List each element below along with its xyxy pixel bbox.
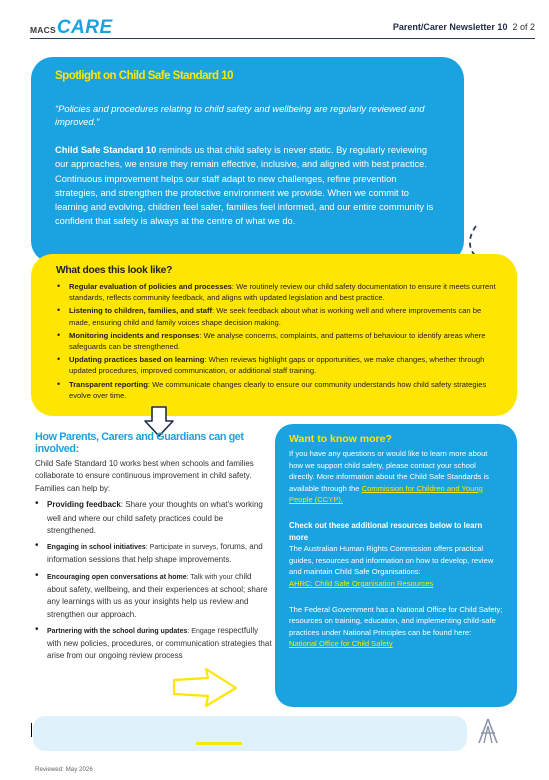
newsletter-title (393, 22, 535, 32)
list-item-text: : We seek feedback about what is working well and where improvements can be made, ensuring child and family voices shape decision making. (69, 306, 482, 327)
decorative-yellow-line (196, 742, 242, 745)
logo-care-text: CARE (56, 17, 113, 38)
more-paragraph-3 (289, 604, 503, 650)
logo-macs-text: MACS (30, 25, 56, 35)
list-item-bold: Providing feedback (47, 500, 121, 510)
list-item (56, 281, 497, 303)
list-item (35, 571, 272, 621)
more-paragraph-2 (289, 543, 503, 589)
list-item-bold: Listening to children, families, and staff (69, 306, 213, 316)
list-item-small: : Talk with your (186, 573, 233, 581)
list-item-text: : We routinely review our child safety documentation to ensure it meets current standards, reflects community feedback, and aligns with updated legislation and best practice. (69, 282, 496, 303)
bottom-banner (33, 716, 467, 751)
look-like-heading: What does this look like? (56, 265, 173, 276)
list-item (35, 541, 272, 567)
macs-care-logo (30, 16, 113, 38)
list-item-small: : Participate in surveys, (145, 544, 219, 552)
list-item (56, 379, 497, 401)
want-to-know-more-box (275, 424, 517, 707)
get-involved-heading: How Parents, Carers and Guardians can get involved: (35, 431, 244, 455)
more-text: If you have any questions or would like to learn more about how we support child safety, please contact your school directly. More information about the Child Safe Standards is available through the (289, 449, 489, 493)
spotlight-box (31, 57, 464, 263)
get-involved-intro: Child Safe Standard 10 works best when schools and families collaborate to ensure continuous improvement in child safety. Families can help by: (35, 459, 254, 493)
reviewed-date: Reviewed: May 2026 (35, 766, 93, 773)
spotlight-heading: Spotlight on Child Safe Standard 10 (55, 70, 234, 82)
list-item (56, 354, 497, 376)
list-item-text: respectfully with new policies, procedures, or communication strategies that arise from our ongoing review process (47, 625, 272, 661)
page-number: 2 of 2 (512, 22, 535, 32)
list-item-bold: Monitoring incidents and responses (69, 330, 200, 340)
text-cursor (31, 723, 32, 737)
spotlight-body-text: reminds us that child safety is never static. By regularly reviewing our approaches, we ensure they remain effective, inclusive, and aligned with best practice. Continuous improvement helps our staff adapt to new challenges, refine prevention strategies, and strengthen the protective environment we provide. When we commit to learning and evolving, children feel safer, families feel informed, and our entire community is confident that safety is always at the centre of what we do. (55, 145, 434, 227)
list-item-text: forums, and information sessions that help shape improvements. (47, 542, 263, 565)
list-item-text: : We analyse concerns, complaints, and patterns of behaviour to identify areas where safeguards can be strengthened. (69, 330, 486, 352)
list-item (35, 625, 272, 663)
list-item-bold: Engaging in school initiatives (47, 544, 146, 552)
more-text: The Federal Government has a National Office for Child Safety; resources on training, education, and implementing child-safe practices under National Principles can be found here: (289, 604, 503, 637)
list-item-bold: Transparent reporting (69, 379, 148, 389)
spotlight-quote: “Policies and procedures relating to child safety and wellbeing are regularly reviewed and improved.” (55, 103, 425, 127)
list-item-small: : Engage (187, 627, 216, 635)
list-item-bold: Regular evaluation of policies and processes (69, 282, 232, 291)
list-item-text: : Share your thoughts on what's working well and where our child safety practices could be strengthened. (47, 500, 263, 535)
look-like-list (56, 281, 497, 401)
right-arrow-icon (170, 666, 240, 708)
list-item-text: : When reviews highlight gaps or opportunities, we make changes, whether through updated procedures, improved communication, or additional staff training. (69, 355, 485, 376)
list-item-bold: Partnering with the school during updates (47, 627, 188, 635)
newsletter-name: Parent/Carer Newsletter 10 (392, 22, 508, 32)
spotlight-body (55, 143, 440, 229)
header-divider (30, 38, 535, 39)
spotlight-body-lead: Child Safe Standard 10 (55, 145, 157, 155)
what-it-looks-like-box (31, 254, 517, 416)
list-item-text: child about safety, wellbeing, and their experiences at school; share any learnings with us as your insights help us review and strengthen our approach. (47, 571, 268, 619)
ccyp-link[interactable]: Commission for Children and Young People (CCYP). (289, 483, 483, 505)
get-involved-list (35, 499, 272, 663)
more-text: The Australian Human Rights Commission offers practical guides, resources and information on how to develop, review and maintain Child Safe Organisations: (289, 544, 494, 577)
list-item-bold: Encouraging open conversations at home (47, 573, 187, 581)
more-heading: Want to know more? (289, 433, 392, 445)
list-item-text: : We communicate changes clearly to ensure our community understands how child safety strategies evolve over time. (69, 379, 487, 400)
list-item (35, 499, 272, 537)
more-paragraph-1 (289, 448, 503, 506)
list-item (56, 330, 497, 352)
ahrc-link[interactable]: AHRC: Child Safe Organisation Resources (289, 578, 434, 588)
more-resources-heading: Check out these additional resources below to learn more (289, 520, 483, 542)
national-office-link[interactable]: National Office for Child Safety (289, 639, 393, 649)
get-involved-section (35, 431, 272, 667)
school-mark-icon (476, 718, 500, 744)
list-item (56, 305, 497, 327)
list-item-bold: Updating practices based on learning (69, 355, 205, 365)
